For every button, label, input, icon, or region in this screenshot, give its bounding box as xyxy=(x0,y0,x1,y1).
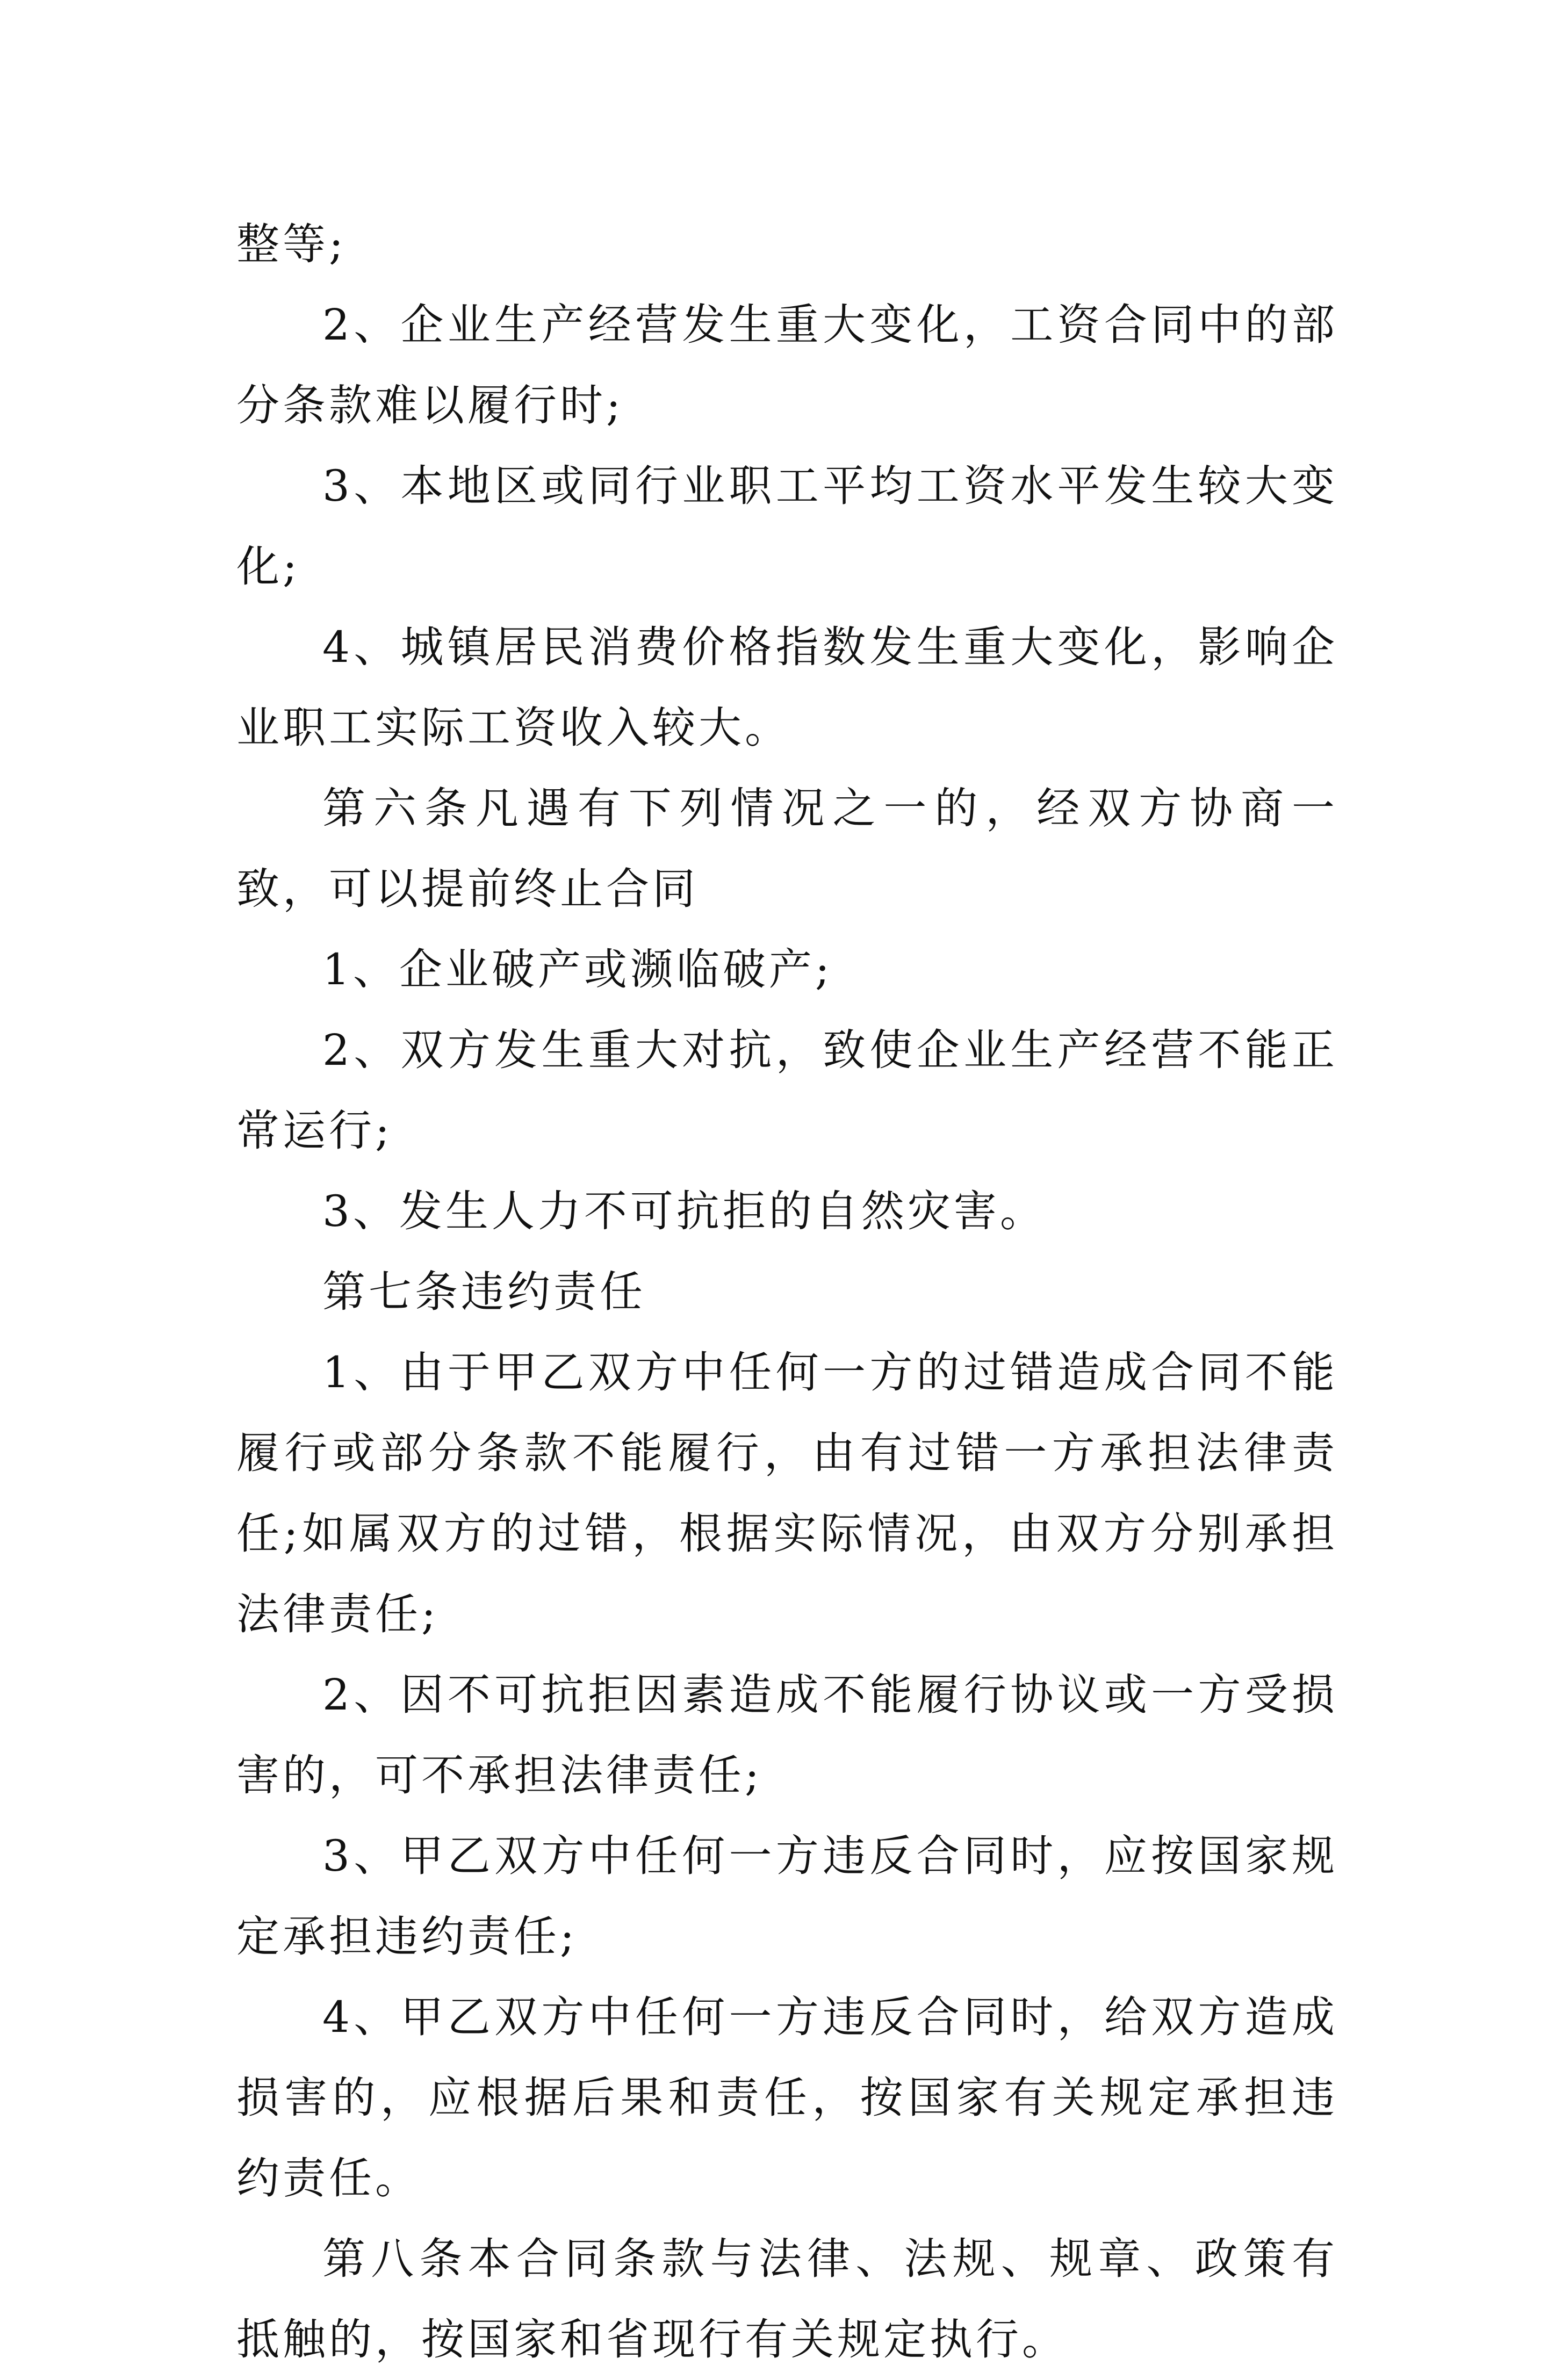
paragraph-item-2: 2、企业生产经营发生重大变化，工资合同中的部分条款难以履行时; xyxy=(236,300,1338,430)
paragraph-item-3: 3、本地区或同行业职工平均工资水平发生较大变化; xyxy=(236,461,1338,592)
article-6-item-3: 3、发生人力不可抗拒的自然灾害。 xyxy=(322,1186,1046,1236)
article-8-text: 第八条本合同条款与法律、法规、规章、政策有抵触的，按国家和省现行有关规定执行。 xyxy=(236,2234,1338,2364)
article-7-item-2: 2、因不可抗拒因素造成不能履行协议或一方受损害的，可不承担法律责任; xyxy=(236,1670,1338,1800)
article-7-heading: 第七条违约责任 xyxy=(322,1267,646,1317)
document-body xyxy=(236,204,1338,2380)
article-6-item-1: 1、企业破产或濒临破产; xyxy=(322,944,833,994)
article-7-item-3: 3、甲乙双方中任何一方违反合同时，应按国家规定承担违约责任; xyxy=(236,1831,1338,1961)
article-6-item-2: 2、双方发生重大对抗，致使企业生产经营不能正常运行; xyxy=(236,1025,1338,1156)
paragraph-continuation: 整等; xyxy=(236,219,347,269)
paragraph-item-4: 4、城镇居民消费价格指数发生重大变化，影响企业职工实际工资收入较大。 xyxy=(236,622,1338,753)
article-7-item-1: 1、由于甲乙双方中任何一方的过错造成合同不能履行或部分条款不能履行，由有过错一方承担法律责任;如属双方的过错，根据实际情况，由双方分别承担法律责任; xyxy=(236,1347,1338,1639)
article-7-item-4: 4、甲乙双方中任何一方违反合同时，给双方造成损害的，应根据后果和责任，按国家有关规定承担违约责任。 xyxy=(236,1992,1338,2203)
article-6-heading: 第六条凡遇有下列情况之一的，经双方协商一致，可以提前终止合同 xyxy=(236,783,1338,914)
